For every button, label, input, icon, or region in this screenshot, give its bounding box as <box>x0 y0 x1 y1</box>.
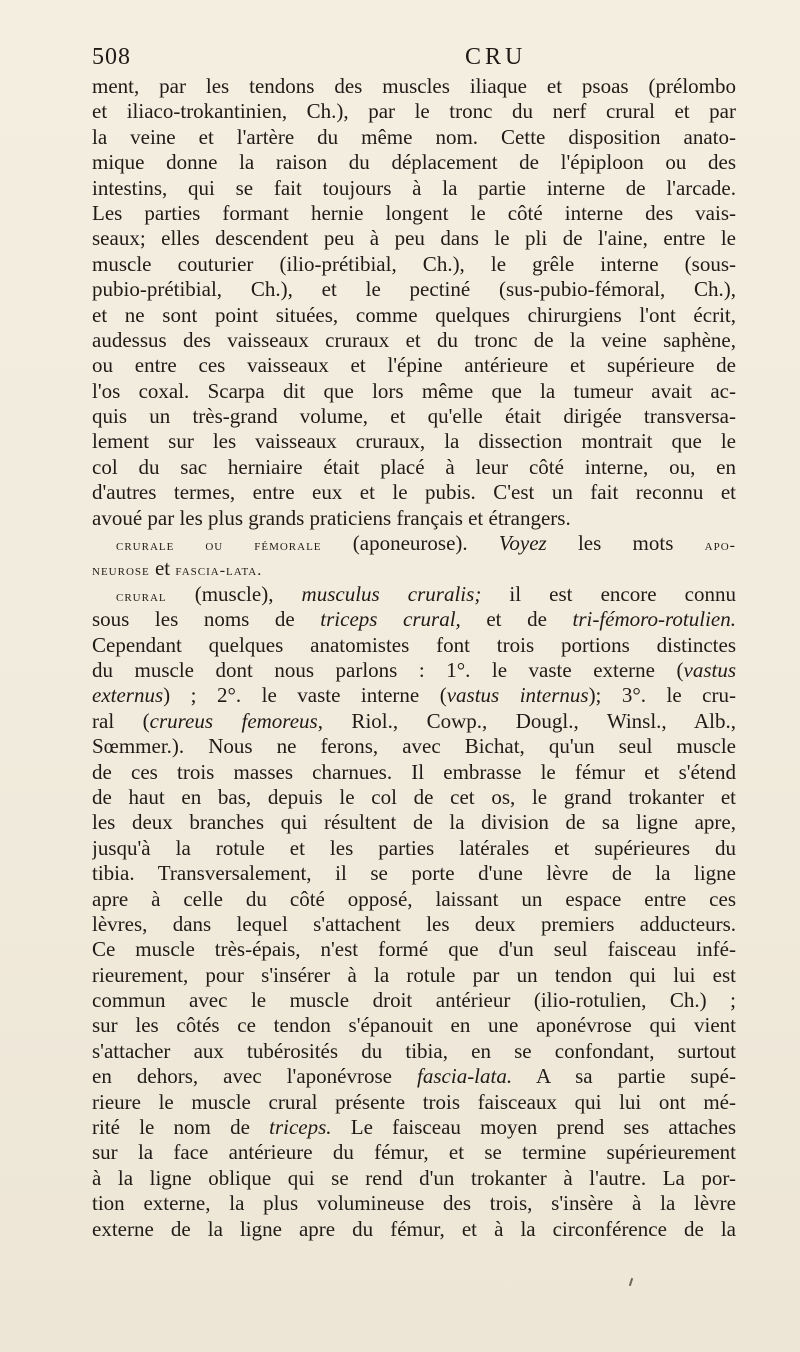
text-run: muscle couturier (ilio-prétibial, Ch.), le grêle interne (sous- <box>92 251 736 276</box>
text-line <box>92 836 736 861</box>
text-run: sous les noms de <box>92 607 321 632</box>
text-line <box>92 582 736 607</box>
text-run: de ces trois masses charnues. Il embrasse le fémur et s'étend <box>92 759 736 784</box>
text-line <box>92 556 736 581</box>
text-line <box>92 709 736 734</box>
text-run: (aponeurose). <box>321 531 499 556</box>
text-line <box>92 1140 736 1165</box>
italic-term: triceps crural, <box>320 607 461 632</box>
text-line <box>92 861 736 886</box>
entry-headword: crurale ou fémorale <box>116 537 322 555</box>
text-run: les mots <box>546 531 705 556</box>
text-line <box>92 810 736 835</box>
text-line <box>92 1064 736 1089</box>
text-run: rieure le muscle crural présente trois faisceaux qui lui ont mé- <box>92 1089 736 1114</box>
text-run: commun avec le muscle droit antérieur (ilio-rotulien, Ch.) ; <box>92 988 736 1013</box>
italic-term: vastus internus <box>446 683 589 708</box>
text-run: de haut en bas, depuis le col de cet os, le grand trokanter et <box>92 784 736 809</box>
text-run: lement sur les vaisseaux cruraux, la dissection montrait que le <box>92 429 736 454</box>
text-run: ); 3°. le cru- <box>588 683 736 708</box>
text-run: il est encore connu <box>481 581 736 606</box>
text-line <box>92 506 736 531</box>
text-line <box>92 125 736 150</box>
text-run: pubio-prétibial, Ch.), et le pectiné (sus-pubio-fémoral, Ch.), <box>92 277 736 302</box>
text-line <box>92 455 736 480</box>
text-run: seaux; elles descendent peu à peu dans le pli de l'aine, entre le <box>92 226 736 251</box>
text-line <box>92 734 736 759</box>
stray-mark <box>629 1278 633 1286</box>
text-run: , Riol., Cowp., Dougl., Winsl., Alb., <box>317 708 736 733</box>
text-line <box>92 404 736 429</box>
text-line <box>92 480 736 505</box>
text-run: col du sac herniaire était placé à leur côté interne, ou, en <box>92 454 736 479</box>
cross-reference: apo- <box>704 537 736 555</box>
text-run: et iliaco-trokantinien, Ch.), par le tronc du nerf crural et par <box>92 99 736 124</box>
italic-term: crureus femoreus <box>149 708 318 733</box>
text-run: Les parties formant hernie longent le côté interne des vais- <box>92 200 736 225</box>
text-run: ment, par les tendons des muscles iliaque et psoas (prélombo <box>92 74 736 98</box>
text-run: tibia. Transversalement, il se porte d'une lèvre de la ligne <box>92 861 736 886</box>
text-run: rieurement, pour s'insérer à la rotule par un tendon qui lui est <box>92 962 736 987</box>
text-body <box>92 74 736 1242</box>
text-run: d'autres termes, entre eux et le pubis. C'est un fait reconnu et <box>92 480 736 505</box>
text-run: et de <box>460 607 573 632</box>
text-line <box>92 74 736 99</box>
text-run: ) ; 2°. le vaste interne ( <box>163 683 447 708</box>
italic-term: externus <box>92 683 164 708</box>
text-line <box>92 176 736 201</box>
text-line <box>92 658 736 683</box>
entry-headword: neurose <box>92 562 150 580</box>
text-run: Cependant quelques anatomistes font trois portions distinctes <box>92 632 736 657</box>
text-line <box>92 201 736 226</box>
text-line <box>92 1013 736 1038</box>
text-run: s'attacher aux tubérosités du tibia, en se confondant, surtout <box>92 1038 736 1063</box>
text-run: externe de la ligne apre du fémur, et à la circonférence de la <box>92 1216 736 1241</box>
running-title: CRU <box>465 44 527 70</box>
text-run: à la ligne oblique qui se rend d'un trokanter à l'autre. La por- <box>92 1165 736 1190</box>
text-line <box>92 1090 736 1115</box>
text-run: jusqu'à la rotule et les parties latérales et supérieures du <box>92 835 736 860</box>
text-run: du muscle dont nous parlons : 1°. le vaste externe ( <box>92 657 684 682</box>
text-line <box>92 607 736 632</box>
text-run: (muscle), <box>166 581 302 606</box>
text-line <box>92 277 736 302</box>
entry-headword: crural <box>116 587 167 605</box>
text-run: avoué par les plus grands praticiens français et étrangers. <box>92 505 571 530</box>
italic-term: tri-fémoro-rotulien. <box>572 607 736 632</box>
text-run: quis un très-grand volume, et qu'elle était dirigée transversa- <box>92 404 736 429</box>
text-line <box>92 1115 736 1140</box>
text-line <box>92 785 736 810</box>
text-run: ou entre ces vaisseaux et l'épine antérieure et supérieure de <box>92 353 736 378</box>
text-line <box>92 937 736 962</box>
text-run: audessus des vaisseaux cruraux et du tronc de la veine saphène, <box>92 327 736 352</box>
text-run: sur la face antérieure du fémur, et se termine supérieurement <box>92 1140 736 1165</box>
text-run: mique donne la raison du déplacement de l'épiploon ou des <box>92 150 736 175</box>
italic-term: vastus <box>683 657 736 682</box>
text-run: Ce muscle très-épais, n'est formé que d'un seul faisceau infé- <box>92 937 736 962</box>
text-line <box>92 150 736 175</box>
text-run: lèvres, dans lequel s'attachent les deux premiers adducteurs. <box>92 911 736 936</box>
text-run: sur les côtés ce tendon s'épanouit en une aponévrose qui vient <box>92 1013 736 1038</box>
text-run: en dehors, avec l'aponévrose <box>92 1064 418 1089</box>
cross-reference: fascia-lata. <box>175 562 263 580</box>
italic-term: triceps. <box>269 1115 332 1140</box>
text-line <box>92 887 736 912</box>
text-line <box>92 760 736 785</box>
text-line <box>92 226 736 251</box>
text-line <box>92 328 736 353</box>
text-run: et <box>149 556 176 581</box>
text-line <box>92 303 736 328</box>
text-run: Sœmmer.). Nous ne ferons, avec Bichat, qu'un seul muscle <box>92 734 736 759</box>
text-run: rité le nom de <box>92 1115 270 1140</box>
text-line <box>92 1191 736 1216</box>
text-line <box>92 1217 736 1242</box>
text-line <box>92 988 736 1013</box>
text-line <box>92 963 736 988</box>
page-number: 508 <box>92 44 131 70</box>
text-line <box>92 633 736 658</box>
text-run: Le faisceau moyen prend ses attaches <box>331 1115 736 1140</box>
text-line <box>92 531 736 556</box>
text-run: et ne sont point situées, comme quelques chirurgiens l'ont écrit, <box>92 302 736 327</box>
text-run: les deux branches qui résultent de la division de sa ligne apre, <box>92 810 736 835</box>
text-line <box>92 252 736 277</box>
text-run: ral ( <box>92 708 150 733</box>
text-run: la veine et l'artère du même nom. Cette disposition anato- <box>92 124 736 149</box>
text-line <box>92 99 736 124</box>
page-header <box>92 44 736 74</box>
text-line <box>92 429 736 454</box>
text-run: apre à celle du côté opposé, laissant un espace entre ces <box>92 886 736 911</box>
text-line <box>92 353 736 378</box>
italic-term: musculus cruralis; <box>301 581 482 606</box>
text-run: l'os coxal. Scarpa dit que lors même que la tumeur avait ac- <box>92 378 736 403</box>
italic-term: fascia-lata. <box>417 1064 513 1089</box>
text-run: A sa partie supé- <box>512 1064 736 1089</box>
text-line <box>92 683 736 708</box>
text-line <box>92 912 736 937</box>
text-run: tion externe, la plus volumineuse des trois, s'insère à la lèvre <box>92 1191 736 1216</box>
text-line <box>92 1039 736 1064</box>
italic-term: Voyez <box>498 531 547 556</box>
text-run: intestins, qui se fait toujours à la partie interne de l'arcade. <box>92 175 736 200</box>
text-line <box>92 379 736 404</box>
text-line <box>92 1166 736 1191</box>
